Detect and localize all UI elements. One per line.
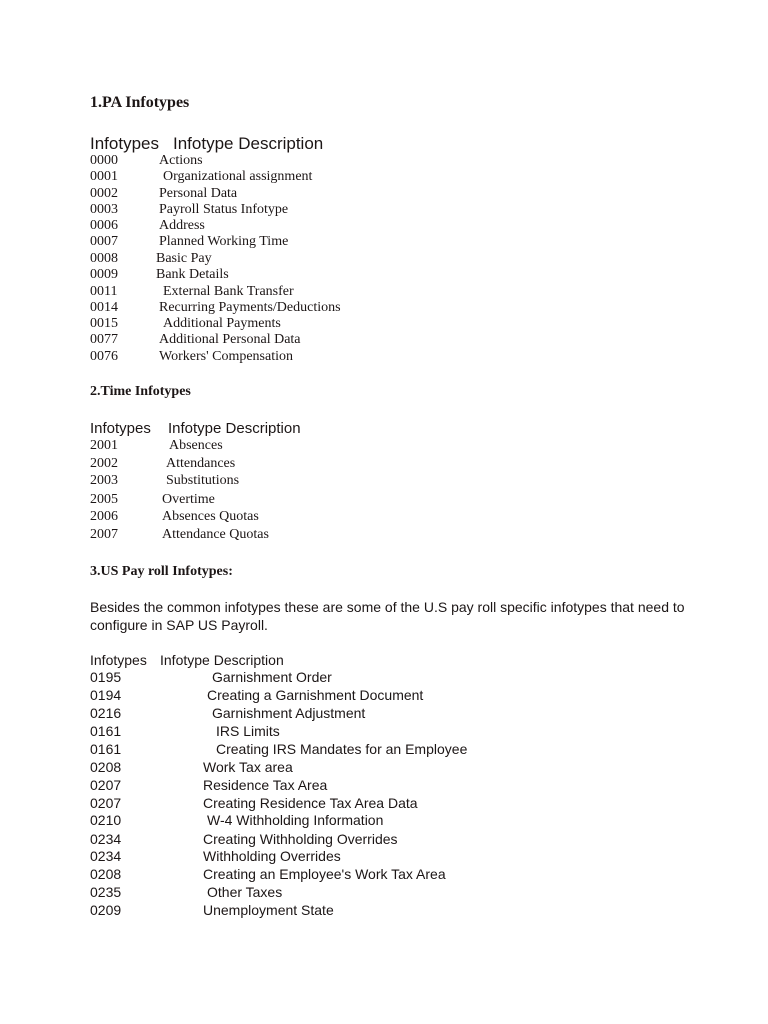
infotype-description: Work Tax area — [203, 759, 293, 775]
infotype-description: Attendance Quotas — [162, 527, 269, 542]
infotype-description: Creating Withholding Overrides — [203, 831, 398, 847]
infotype-code: 2001 — [90, 438, 118, 453]
infotype-description: Garnishment Adjustment — [212, 705, 366, 721]
infotype-description: W-4 Withholding Information — [207, 812, 384, 828]
infotype-code: 0076 — [90, 349, 118, 364]
infotype-code: 0008 — [90, 251, 118, 266]
infotype-description: Garnishment Order — [212, 669, 332, 685]
section2-header-col2: Infotype Description — [168, 420, 301, 437]
infotype-code: 0014 — [90, 300, 118, 315]
section2-title: 2.Time Infotypes — [90, 384, 191, 399]
infotype-code: 2005 — [90, 492, 118, 507]
infotype-code: 0006 — [90, 218, 118, 233]
section3-header-col1: Infotypes — [90, 652, 147, 668]
infotype-description: Attendances — [166, 456, 236, 471]
infotype-description: Unemployment State — [203, 902, 334, 918]
infotype-code: 0210 — [90, 812, 122, 828]
infotype-code: 0207 — [90, 795, 122, 811]
infotype-description: Personal Data — [159, 186, 238, 201]
infotype-description: Bank Details — [156, 267, 229, 282]
infotype-code: 0207 — [90, 777, 122, 793]
infotype-code: 2002 — [90, 456, 118, 471]
section1-title: 1.PA Infotypes — [90, 94, 190, 111]
infotype-code: 0195 — [90, 669, 122, 685]
section1-header-col2: Infotype Description — [173, 134, 324, 153]
infotype-description: Substitutions — [166, 473, 240, 488]
infotype-description: Organizational assignment — [163, 169, 313, 184]
infotype-description: Overtime — [162, 492, 215, 507]
infotype-description: Residence Tax Area — [203, 777, 328, 793]
infotype-description: Payroll Status Infotype — [159, 202, 289, 217]
infotype-description: External Bank Transfer — [163, 284, 294, 299]
infotype-code: 0208 — [90, 759, 122, 775]
infotype-code: 0000 — [90, 153, 118, 168]
infotype-description: Planned Working Time — [159, 234, 289, 249]
infotype-description: Creating IRS Mandates for an Employee — [216, 741, 468, 757]
section3-title: 3.US Pay roll Infotypes: — [90, 564, 233, 579]
section1-header-col1: Infotypes — [90, 134, 159, 153]
section2-header-col1: Infotypes — [90, 420, 151, 437]
infotype-description: Other Taxes — [207, 884, 283, 900]
infotype-code: 2007 — [90, 527, 118, 542]
infotype-code: 0009 — [90, 267, 118, 282]
infotype-description: Additional Personal Data — [159, 332, 301, 347]
infotype-code: 2006 — [90, 509, 118, 524]
infotype-description: Withholding Overrides — [203, 848, 341, 864]
infotype-code: 0161 — [90, 741, 122, 757]
infotype-code: 0194 — [90, 687, 122, 703]
infotype-description: Actions — [159, 153, 203, 168]
infotype-description: Address — [159, 218, 205, 233]
infotype-description: Recurring Payments/Deductions — [159, 300, 341, 315]
infotype-description: Workers' Compensation — [159, 349, 293, 364]
infotype-description: Absences Quotas — [162, 509, 259, 524]
infotype-description: Creating a Garnishment Document — [207, 687, 424, 703]
infotype-description: Additional Payments — [163, 316, 281, 331]
infotype-code: 0001 — [90, 169, 118, 184]
infotype-code: 0002 — [90, 186, 118, 201]
infotype-description: Basic Pay — [156, 251, 212, 266]
infotype-code: 0003 — [90, 202, 118, 217]
infotype-code: 0161 — [90, 723, 122, 739]
infotype-code: 0077 — [90, 332, 118, 347]
infotype-code: 2003 — [90, 473, 118, 488]
infotype-description: Creating Residence Tax Area Data — [203, 795, 418, 811]
section3-header-col2: Infotype Description — [160, 652, 284, 668]
infotype-description: IRS Limits — [216, 723, 280, 739]
infotype-description: Absences — [169, 438, 223, 453]
infotype-code: 0216 — [90, 705, 122, 721]
infotype-description: Creating an Employee's Work Tax Area — [203, 866, 446, 882]
section3-intro: Besides the common infotypes these are some of the U.S pay roll specific infotypes that need to configure in SAP US Payroll. — [90, 599, 685, 633]
infotype-code: 0011 — [90, 284, 118, 299]
infotype-code: 0208 — [90, 866, 122, 882]
infotype-code: 0015 — [90, 316, 118, 331]
infotype-code: 0234 — [90, 831, 122, 847]
infotype-code: 0209 — [90, 902, 122, 918]
infotype-code: 0235 — [90, 884, 122, 900]
infotype-code: 0007 — [90, 234, 118, 249]
infotype-code: 0234 — [90, 848, 122, 864]
